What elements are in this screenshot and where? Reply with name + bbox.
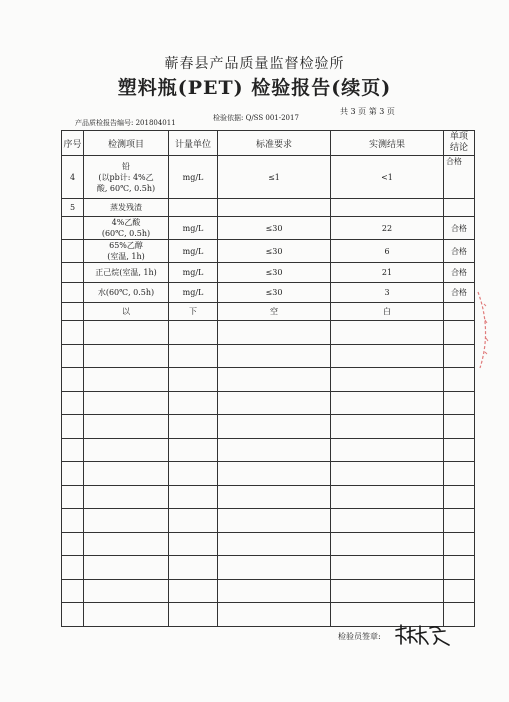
row-requirement: ≤30 [218, 283, 331, 303]
col-conclusion-line1: 单项 [449, 132, 468, 142]
empty-cell [444, 368, 475, 392]
empty-cell [331, 438, 444, 462]
empty-cell [84, 415, 169, 439]
row-result: 21 [331, 263, 444, 283]
row-conclusion: 合格 [444, 240, 475, 263]
empty-cell [84, 556, 169, 580]
empty-cell [218, 199, 331, 217]
empty-cell [444, 485, 475, 509]
empty-cell [62, 579, 84, 603]
row-requirement: ≤30 [218, 240, 331, 263]
empty-row [62, 579, 475, 603]
empty-row [62, 532, 475, 556]
empty-cell [62, 415, 84, 439]
empty-cell [169, 603, 218, 627]
empty-cell [169, 509, 218, 533]
item-line: 酸, 60℃, 0.5h) [96, 183, 156, 193]
empty-cell [444, 462, 475, 486]
report-number: 产品质检报告编号: 201804011 [75, 119, 176, 127]
col-requirement: 标准要求 [218, 131, 331, 156]
empty-cell [218, 321, 331, 345]
empty-cell [444, 579, 475, 603]
item-line: (室温, 1h) [107, 252, 145, 261]
empty-cell [84, 532, 169, 556]
empty-cell [444, 438, 475, 462]
col-result: 实测结果 [331, 131, 444, 156]
empty-cell [218, 415, 331, 439]
empty-cell [444, 509, 475, 533]
empty-cell [218, 603, 331, 627]
institute-name: 蕲春县产品质量监督检验所 [164, 56, 345, 72]
empty-cell [62, 303, 84, 321]
row-item: 正己烷(室温, 1h) [84, 263, 169, 283]
empty-cell [444, 556, 475, 580]
item-line: (以pb计: 4%乙 [98, 172, 154, 182]
page-count: 共 3 页 第 3 页 [340, 107, 395, 116]
empty-cell [62, 485, 84, 509]
empty-cell [62, 462, 84, 486]
row-result: 3 [331, 283, 444, 303]
empty-cell [169, 199, 218, 217]
empty-cell [218, 579, 331, 603]
empty-cell [62, 217, 84, 240]
empty-cell [444, 415, 475, 439]
empty-cell [84, 368, 169, 392]
seal-stamp-edge [476, 290, 496, 370]
empty-cell [169, 438, 218, 462]
table-row [62, 156, 475, 199]
col-conclusion-line2: 结论 [449, 143, 468, 153]
row-unit: mg/L [169, 217, 218, 240]
row-result: 6 [331, 240, 444, 263]
inspection-basis: 检验依据: Q/SS 001-2017 [213, 114, 299, 122]
empty-row [62, 462, 475, 486]
empty-row [62, 415, 475, 439]
empty-cell [169, 415, 218, 439]
empty-cell [169, 556, 218, 580]
row-unit: mg/L [169, 156, 218, 199]
empty-row [62, 391, 475, 415]
empty-cell [331, 344, 444, 368]
empty-cell [62, 438, 84, 462]
table-row [62, 240, 475, 263]
empty-cell [62, 509, 84, 533]
empty-cell [331, 532, 444, 556]
empty-cell [169, 321, 218, 345]
col-conclusion [444, 131, 475, 156]
item-line: 铅 [122, 161, 130, 171]
empty-cell [84, 603, 169, 627]
empty-cell [444, 321, 475, 345]
empty-cell [169, 579, 218, 603]
row-conclusion: 合格 [444, 217, 475, 240]
blank-marker: 空 [218, 303, 331, 321]
empty-cell [444, 391, 475, 415]
empty-cell [218, 462, 331, 486]
empty-cell [84, 579, 169, 603]
item-line: 4%乙酸 [111, 218, 141, 227]
empty-cell [62, 603, 84, 627]
empty-cell [444, 303, 475, 321]
empty-cell [218, 391, 331, 415]
empty-cell [84, 509, 169, 533]
empty-cell [169, 485, 218, 509]
empty-cell [169, 532, 218, 556]
empty-cell [62, 283, 84, 303]
item-line: 65%乙醇 [109, 241, 143, 250]
empty-cell [444, 344, 475, 368]
empty-cell [62, 240, 84, 263]
empty-cell [218, 532, 331, 556]
table-row [62, 283, 475, 303]
blank-marker: 下 [169, 303, 218, 321]
empty-cell [331, 415, 444, 439]
empty-cell [331, 391, 444, 415]
empty-cell [84, 344, 169, 368]
empty-cell [331, 368, 444, 392]
empty-cell [62, 263, 84, 283]
inspector-label: 检验员签章: [338, 632, 381, 641]
empty-cell [84, 391, 169, 415]
row-no: 5 [62, 199, 84, 217]
empty-row [62, 344, 475, 368]
empty-cell [62, 321, 84, 345]
report-title: 塑料瓶(PET) 检验报告(续页) [117, 77, 392, 99]
row-unit: mg/L [169, 240, 218, 263]
empty-cell [331, 556, 444, 580]
empty-row [62, 368, 475, 392]
row-unit: mg/L [169, 283, 218, 303]
blank-marker: 以 [84, 303, 169, 321]
empty-cell [169, 344, 218, 368]
empty-cell [169, 368, 218, 392]
row-item [84, 240, 169, 263]
table-row [62, 199, 475, 217]
row-item [84, 217, 169, 240]
row-conclusion: 合格 [444, 263, 475, 283]
row-unit: mg/L [169, 263, 218, 283]
row-conclusion: 合格 [444, 156, 475, 199]
empty-cell [444, 532, 475, 556]
empty-cell [331, 579, 444, 603]
empty-cell [218, 438, 331, 462]
empty-cell [331, 321, 444, 345]
row-requirement: ≤30 [218, 263, 331, 283]
row-item [84, 156, 169, 199]
empty-cell [84, 485, 169, 509]
item-line: (60℃, 0.5h) [101, 229, 151, 238]
empty-cell [218, 556, 331, 580]
row-conclusion: 合格 [444, 283, 475, 303]
empty-cell [331, 462, 444, 486]
empty-cell [218, 509, 331, 533]
empty-cell [84, 462, 169, 486]
row-requirement: ≤30 [218, 217, 331, 240]
table-header-row [62, 131, 475, 156]
empty-cell [169, 391, 218, 415]
blank-marker: 白 [331, 303, 444, 321]
empty-cell [62, 344, 84, 368]
row-result: <1 [331, 156, 444, 199]
empty-row [62, 321, 475, 345]
col-unit: 计量单位 [169, 131, 218, 156]
empty-cell [62, 368, 84, 392]
empty-cell [331, 509, 444, 533]
table-row [62, 263, 475, 283]
empty-rows [62, 321, 475, 627]
empty-row [62, 509, 475, 533]
row-requirement: ≤1 [218, 156, 331, 199]
col-item: 检测项目 [84, 131, 169, 156]
empty-row [62, 556, 475, 580]
empty-cell [218, 344, 331, 368]
inspector-signature [393, 622, 451, 648]
col-no: 序号 [62, 131, 84, 156]
empty-cell [62, 532, 84, 556]
empty-cell [84, 438, 169, 462]
empty-cell [218, 368, 331, 392]
empty-cell [169, 462, 218, 486]
empty-cell [84, 321, 169, 345]
row-no: 4 [62, 156, 84, 199]
table-row [62, 303, 475, 321]
empty-cell [444, 199, 475, 217]
row-result: 22 [331, 217, 444, 240]
empty-cell [62, 391, 84, 415]
row-item: 水(60℃, 0.5h) [84, 283, 169, 303]
row-item: 蒸发残渣 [84, 199, 169, 217]
empty-row [62, 438, 475, 462]
empty-row [62, 485, 475, 509]
results-table [61, 130, 475, 627]
empty-cell [331, 199, 444, 217]
empty-cell [218, 485, 331, 509]
empty-cell [62, 556, 84, 580]
table-row [62, 217, 475, 240]
empty-cell [331, 485, 444, 509]
